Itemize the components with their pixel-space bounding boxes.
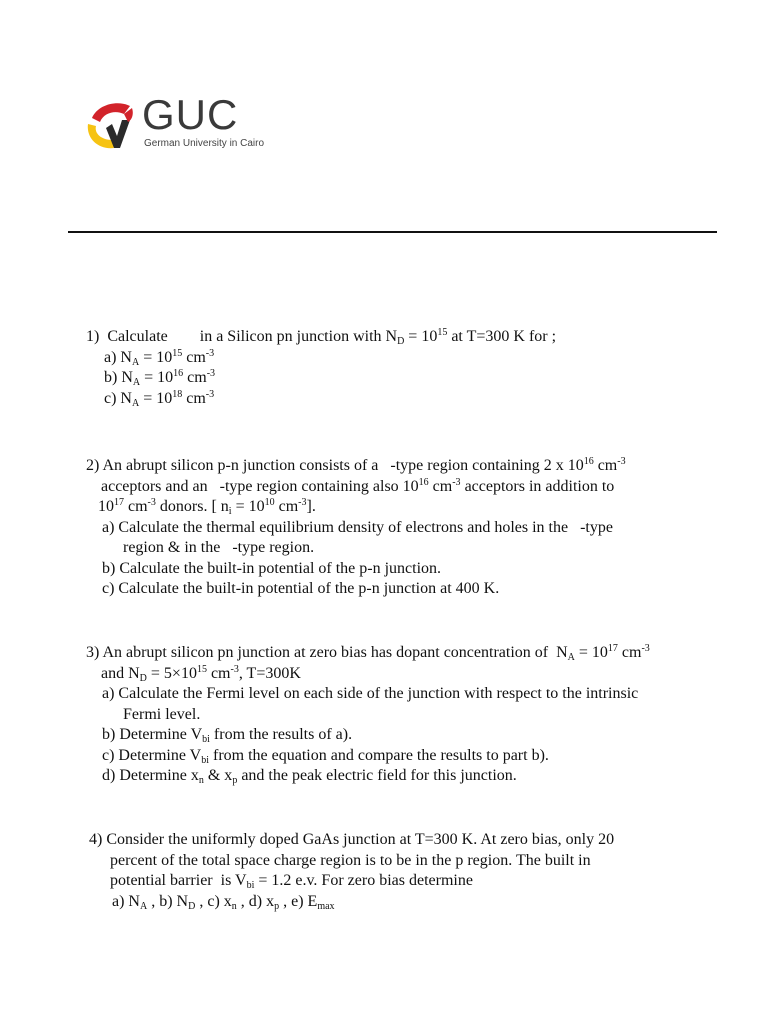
- question-3-line-1: 3) An abrupt silicon pn junction at zero bias has dopant concentration of $N_A = 10^{17}$ $cm^{-3}$: [86, 643, 650, 663]
- question-2-part-a-cont: region & in the -type region.: [123, 539, 315, 556]
- question-3-part-c: c) Determine $V_{bi}$ from the equation and compare the results to part b).: [102, 746, 549, 766]
- question-1: [86, 327, 556, 409]
- logo-name: GUC: [142, 91, 239, 138]
- question-3: [86, 643, 650, 787]
- question-4-line-3: potential barrier is $V_{bi} = 1.2$ e.v. For zero bias determine: [110, 872, 473, 891]
- question-4-line-1: 4) Consider the uniformly doped GaAs junction at T=300 K. At zero bias, only 20: [89, 831, 615, 848]
- question-4-number: 4): [89, 831, 103, 848]
- question-2-part-b: b) Calculate the built-in potential of the p-n junction.: [102, 559, 442, 577]
- question-2-line-1: 2) An abrupt silicon p-n junction consists of a -type region containing 2 x $10^{16}$ $cm^{-3}$: [86, 456, 626, 474]
- horizontal-rule: [68, 231, 717, 233]
- question-3-part-a: a) Calculate the Fermi level on each side of the junction with respect to the intrinsic: [102, 685, 639, 702]
- logo-subtitle: German University in Cairo: [144, 138, 265, 149]
- question-1-part-b: b) $N_A = 10^{16}$ $cm^{-3}$: [104, 368, 216, 388]
- question-1-part-a: a) $N_A = 10^{15}$ $cm^{-3}$: [104, 347, 215, 368]
- question-1-part-c: c) $N_A = 10^{18}$ $cm^{-3}$: [104, 388, 215, 409]
- question-2-line-2: acceptors and an -type region containing also $10^{16}$ $cm^{-3}$ acceptors in addition to: [101, 476, 615, 495]
- question-4-line-2: percent of the total space charge region is to be in the p region. The built in: [110, 851, 591, 869]
- question-2: [86, 456, 626, 600]
- guc-logo-mark-icon: [84, 98, 140, 154]
- question-2-line-3: $10^{17}$ $cm^{-3}$ donors. [ $n_i = 10^{10}$ $cm^{-3}$].: [98, 497, 316, 517]
- question-2-part-a: a) Calculate the thermal equilibrium density of electrons and holes in the -type: [102, 518, 613, 536]
- question-2-number: 2): [86, 457, 100, 474]
- question-3-part-a-cont: Fermi level.: [123, 705, 201, 723]
- question-3-number: 3): [86, 644, 100, 661]
- guc-logo: [84, 91, 265, 158]
- question-4: [89, 830, 614, 912]
- question-3-part-d: d) Determine $x_n$ & $x_p$ and the peak electric field for this junction.: [102, 767, 517, 786]
- question-3-part-b: b) Determine $V_{bi}$ from the results of a).: [102, 726, 353, 745]
- question-1-line-1: 1) Calculate in a Silicon pn junction with $N_D = 10^{15}$ at T=300 K for ;: [86, 327, 557, 347]
- question-2-part-c: c) Calculate the built-in potential of the p-n junction at 400 K.: [102, 580, 500, 597]
- question-1-number: 1): [86, 328, 100, 345]
- question-3-line-2: and $N_D = 5\times 10^{15}$ $cm^{-3}$, T=300K: [101, 663, 301, 684]
- question-4-parts: a) $N_A$ , b) $N_D$ , c) $x_n$ , d) $x_p$ , e) $E_{max}$: [112, 892, 335, 912]
